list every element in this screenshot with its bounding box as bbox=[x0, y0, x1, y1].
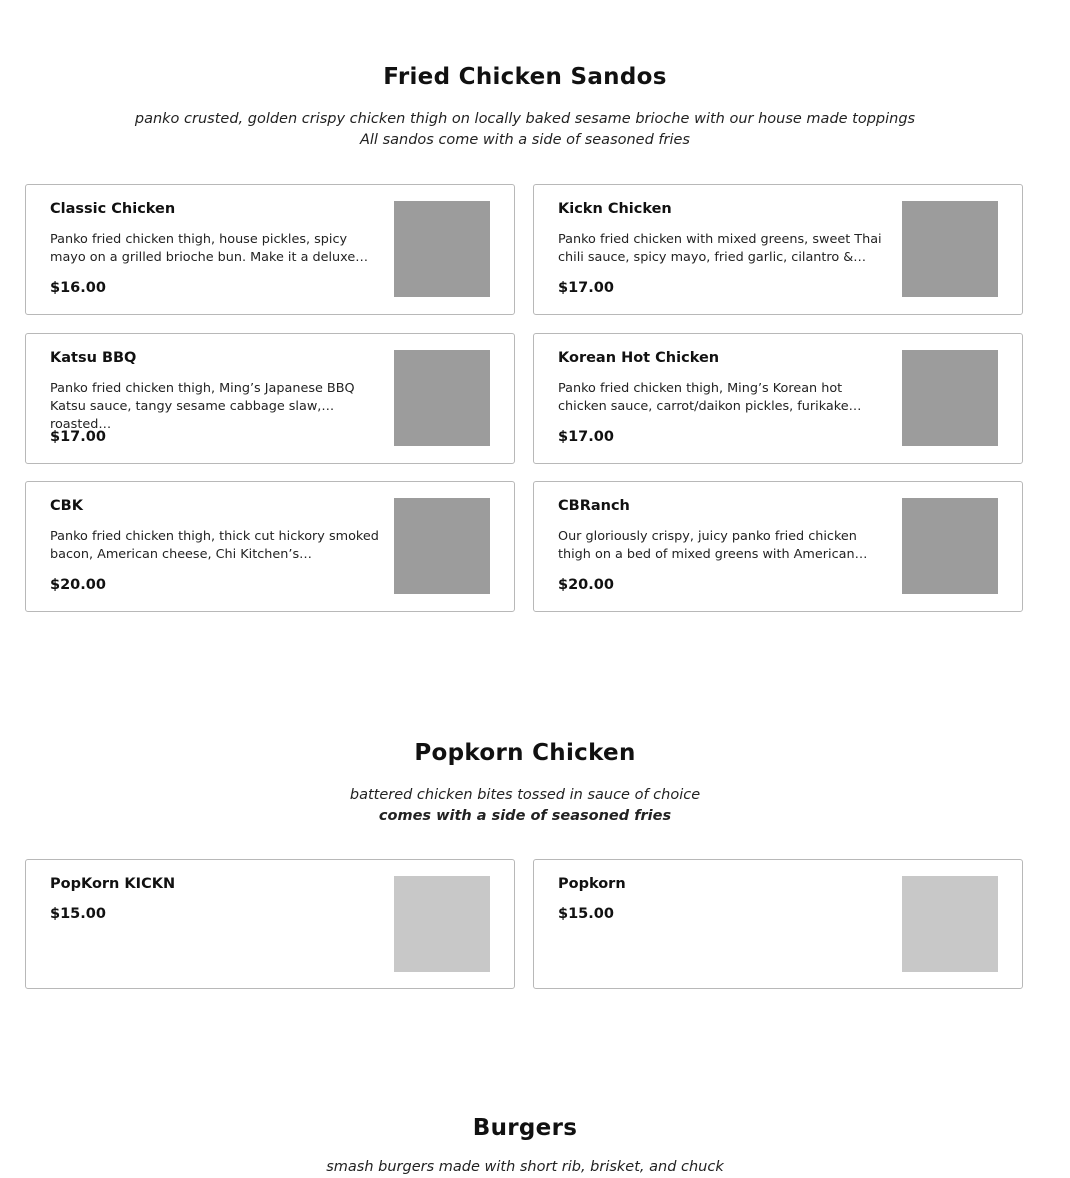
section-title-popkorn: Popkorn Chicken bbox=[414, 740, 636, 766]
menu-item-price: $17.00 bbox=[558, 429, 614, 445]
menu-item-description: Panko fried chicken thigh, thick cut hickory smoked bacon, American cheese, Chi Kitchen’s… bbox=[50, 529, 379, 562]
menu-item-image bbox=[902, 876, 998, 972]
menu-item-price: $15.00 bbox=[50, 906, 106, 922]
menu-item-price: $17.00 bbox=[50, 429, 106, 445]
menu-item-name: Katsu BBQ bbox=[50, 350, 137, 366]
menu-item-name: CBRanch bbox=[558, 498, 630, 514]
section-subtitle-popkorn bbox=[0, 785, 1050, 827]
menu-item-price: $17.00 bbox=[558, 280, 614, 296]
section-subtitle-sandos bbox=[0, 109, 1050, 151]
menu-item-image bbox=[902, 350, 998, 446]
menu-item-description: Panko fried chicken with mixed greens, sweet Thai chili sauce, spicy mayo, fried garlic, cilantro &… bbox=[558, 232, 882, 265]
section-title-sandos: Fried Chicken Sandos bbox=[383, 64, 667, 90]
section-subtitle-burgers bbox=[0, 1157, 1050, 1178]
menu-item-image bbox=[394, 350, 490, 446]
menu-item-description: Panko fried chicken thigh, house pickles, spicy mayo on a grilled brioche bun. Make it a deluxe… bbox=[50, 232, 368, 265]
section-subtitle-line: comes with a side of seasoned fries bbox=[378, 808, 672, 824]
menu-item-image bbox=[902, 498, 998, 594]
menu-item-price: $20.00 bbox=[558, 577, 614, 593]
menu-item-image bbox=[394, 498, 490, 594]
menu-item-card[interactable] bbox=[533, 333, 1023, 464]
menu-item-price: $16.00 bbox=[50, 280, 106, 296]
menu-item-card[interactable] bbox=[25, 184, 515, 315]
menu-item-name: CBK bbox=[50, 498, 83, 514]
menu-item-image bbox=[394, 876, 490, 972]
menu-item-name: Kickn Chicken bbox=[558, 201, 672, 217]
menu-item-name: PopKorn KICKN bbox=[50, 876, 176, 892]
menu-item-card[interactable] bbox=[25, 859, 515, 989]
menu-item-image bbox=[902, 201, 998, 297]
menu-item-description: Panko fried chicken thigh, Ming’s Japanese BBQ Katsu sauce, tangy sesame cabbage slaw, roasted… bbox=[50, 381, 355, 432]
section-subtitle-line: panko crusted, golden crispy chicken thigh on locally baked sesame brioche with our house made toppings bbox=[134, 111, 916, 127]
menu-item-description: Our gloriously crispy, juicy panko fried chicken thigh on a bed of mixed greens with American… bbox=[558, 529, 868, 562]
menu-item-card[interactable] bbox=[533, 481, 1023, 612]
menu-item-price: $15.00 bbox=[558, 906, 614, 922]
menu-item-name: Korean Hot Chicken bbox=[558, 350, 720, 366]
menu-item-card[interactable] bbox=[25, 333, 515, 464]
menu-item-card[interactable] bbox=[25, 481, 515, 612]
menu-item-card[interactable] bbox=[533, 859, 1023, 989]
section-subtitle-line: All sandos come with a side of seasoned fries bbox=[359, 132, 690, 148]
menu-item-name: Classic Chicken bbox=[50, 201, 176, 217]
menu-item-price: $20.00 bbox=[50, 577, 106, 593]
section-subtitle-line: smash burgers made with short rib, brisket, and chuck bbox=[326, 1159, 724, 1175]
menu-item-description: Panko fried chicken thigh, Ming’s Korean hot chicken sauce, carrot/daikon pickles, furikake… bbox=[558, 381, 862, 414]
section-subtitle-line: battered chicken bites tossed in sauce of choice bbox=[349, 787, 701, 803]
section-title-burgers: Burgers bbox=[472, 1115, 578, 1141]
menu-item-image bbox=[394, 201, 490, 297]
menu-item-name: Popkorn bbox=[558, 876, 626, 892]
menu-item-card[interactable] bbox=[533, 184, 1023, 315]
